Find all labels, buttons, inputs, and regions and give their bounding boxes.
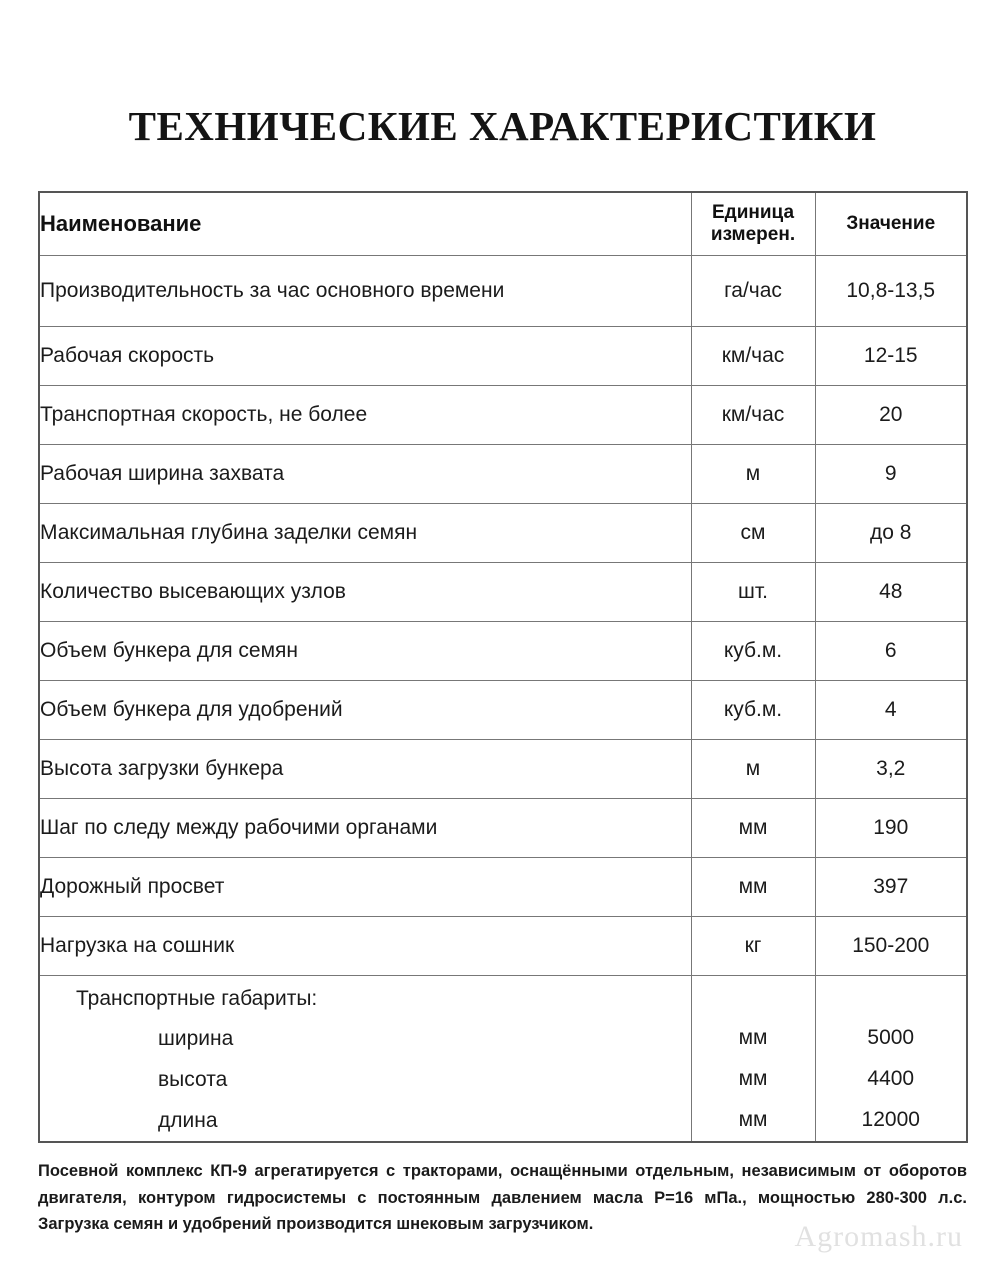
row-unit: мм	[691, 858, 815, 917]
row-name: Высота загрузки бункера	[39, 740, 691, 799]
row-unit: м	[691, 445, 815, 504]
row-unit: км/час	[691, 386, 815, 445]
table-row-dimensions	[39, 976, 967, 1142]
row-name: Производительность за час основного времени	[39, 256, 691, 327]
row-unit: км/час	[691, 327, 815, 386]
row-unit: га/час	[691, 256, 815, 327]
dimensions-value-spacer	[816, 977, 967, 1017]
row-name: Транспортная скорость, не более	[39, 386, 691, 445]
row-value: 9	[815, 445, 967, 504]
dimension-value: 4400	[867, 1066, 915, 1090]
row-name: Шаг по следу между рабочими органами	[39, 799, 691, 858]
column-header-unit-line2: измерен.	[710, 224, 796, 246]
row-name: Количество высевающих узлов	[39, 563, 691, 622]
row-value: 10,8-13,5	[815, 256, 967, 327]
row-unit: кг	[691, 917, 815, 976]
table-row	[39, 327, 967, 386]
table-row	[39, 386, 967, 445]
table-row	[39, 858, 967, 917]
table-body	[39, 256, 967, 1142]
dimensions-unit-spacer	[692, 977, 815, 1017]
table-row	[39, 681, 967, 740]
specifications-table	[38, 191, 968, 1143]
row-unit: см	[691, 504, 815, 563]
row-value: 6	[815, 622, 967, 681]
row-value: 20	[815, 386, 967, 445]
dimension-value: 12000	[861, 1107, 920, 1131]
row-name: Объем бункера для удобрений	[39, 681, 691, 740]
footnote	[38, 1158, 967, 1238]
row-name: Максимальная глубина заделки семян	[39, 504, 691, 563]
row-name: Рабочая ширина захвата	[39, 445, 691, 504]
column-header-unit	[691, 192, 815, 256]
row-value: 397	[815, 858, 967, 917]
row-value: 3,2	[815, 740, 967, 799]
row-name: Рабочая скорость	[39, 327, 691, 386]
row-unit: мм	[691, 799, 815, 858]
row-value: 12-15	[815, 327, 967, 386]
dimensions-value-list	[816, 1017, 967, 1140]
dimension-name: ширина	[158, 1026, 234, 1050]
dimensions-names-cell	[39, 976, 691, 1142]
footnote-text: Посевной комплекс КП-9 агрегатируется с тракторами, оснащёнными отдельным, независимым от оборотов двигателя, контуром гидросистемы с постоянным давлением масла Р=16 мПа., мощностью 280-300 л.с. Загрузка семян и удобрений производится шнековым загрузчиком.	[38, 1162, 967, 1234]
column-header-value: Значение	[815, 192, 967, 256]
table-row	[39, 563, 967, 622]
dimensions-values-cell	[815, 976, 967, 1142]
dimension-name: длина	[158, 1108, 218, 1132]
row-unit: куб.м.	[691, 622, 815, 681]
page-title: ТЕХНИЧЕСКИЕ ХАРАКТЕРИСТИКИ	[128, 103, 877, 149]
row-name: Объем бункера для семян	[39, 622, 691, 681]
dimension-value: 5000	[867, 1025, 915, 1049]
dimensions-units-cell	[691, 976, 815, 1142]
row-unit: шт.	[691, 563, 815, 622]
table-row	[39, 504, 967, 563]
dimension-unit: мм	[738, 1066, 768, 1090]
table-row	[39, 740, 967, 799]
column-header-unit-line1: Единица	[711, 202, 795, 224]
dimension-unit: мм	[738, 1025, 768, 1049]
table-row	[39, 445, 967, 504]
row-value: 190	[815, 799, 967, 858]
row-value: 4	[815, 681, 967, 740]
table-header-row	[39, 192, 967, 256]
dimensions-unit-list	[692, 1017, 815, 1140]
row-name: Нагрузка на сошник	[39, 917, 691, 976]
table-header	[39, 192, 967, 256]
row-unit: м	[691, 740, 815, 799]
watermark: Agromash.ru	[794, 1220, 963, 1253]
table-row	[39, 917, 967, 976]
row-name: Дорожный просвет	[39, 858, 691, 917]
dimension-unit: мм	[738, 1107, 768, 1131]
row-value: до 8	[815, 504, 967, 563]
row-value: 150-200	[815, 917, 967, 976]
dimensions-label: Транспортные габариты:	[76, 987, 318, 1011]
dimension-name: высота	[158, 1067, 228, 1091]
column-header-name: Наименование	[39, 192, 691, 256]
dimensions-name-list	[40, 1018, 691, 1141]
table-row	[39, 799, 967, 858]
table-row	[39, 256, 967, 327]
table-row	[39, 622, 967, 681]
row-value: 48	[815, 563, 967, 622]
row-unit: куб.м.	[691, 681, 815, 740]
